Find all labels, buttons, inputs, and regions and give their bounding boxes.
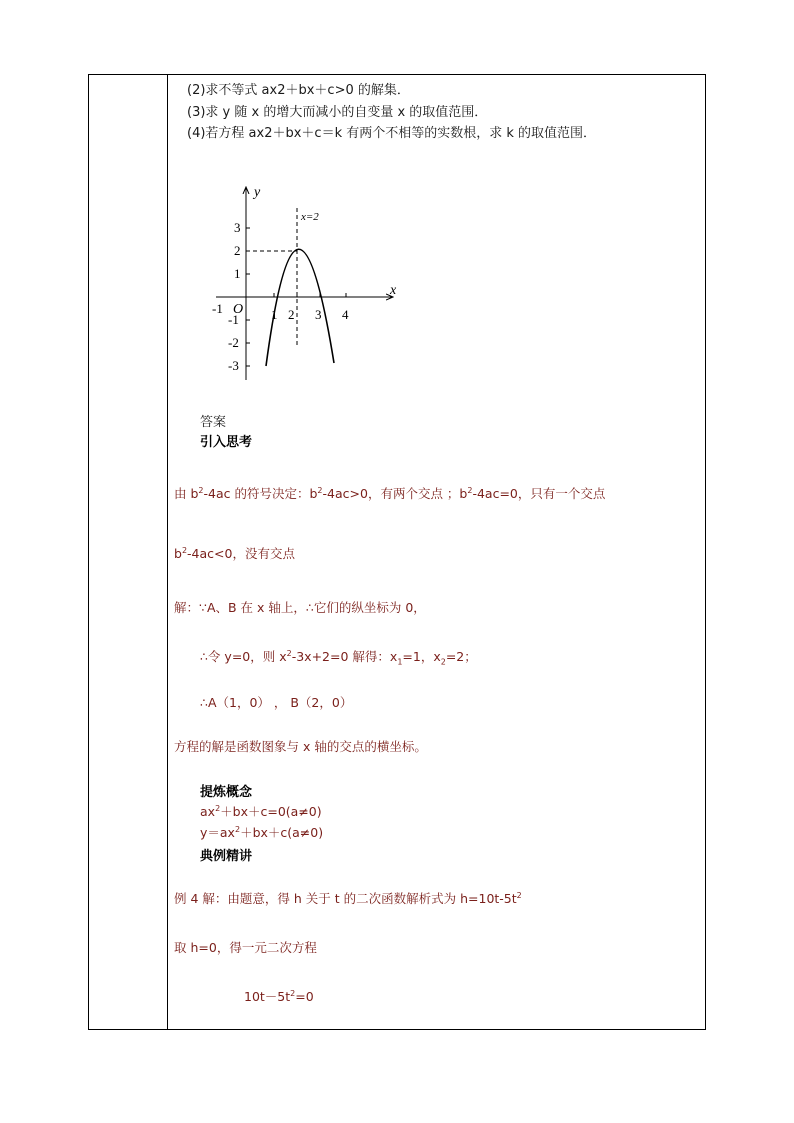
example-equation: $10t-5t^2=0$ [244,988,314,1004]
question-3: (3)求 y 随 x 的增大而减小的自变量 x 的取值范围． [187,105,488,120]
x-tick-1: 1 [271,307,278,322]
y-tick-neg3: -3 [228,358,239,373]
example-line-1: 例 4 解：由题意，得 h 关于 t 的二次函数解析式为 $h=10t-5t^2$ [174,890,522,906]
x-tick-neg1: -1 [212,301,223,316]
answer-label: 答案 [200,415,227,430]
symmetry-label: x=2 [301,211,319,223]
solution-line-1: 解：∵A、B 在 x 轴上，∴它们的纵坐标为 0， [174,600,426,615]
x-tick-4: 4 [342,307,349,322]
x-tick-3: 3 [315,307,322,322]
intro-line-2: $b^2-4ac<0$，没有交点 [174,545,295,561]
solution-line-4: 方程的解是函数图象与 x 轴的交点的横坐标。 [174,739,427,754]
solution-line-3: ∴A（1，0） ， B（2，0） [200,695,353,710]
question-2: (2)求不等式 ax2＋bx＋c>0 的解集． [187,83,410,98]
concept-equation: $ax^2+bx+c=0(a\ne 0)$ [200,803,322,819]
parabola-graph [200,180,410,380]
origin-label: O [233,302,244,317]
question-4: (4)若方程 ax2＋bx＋c＝k 有两个不相等的实数根，求 k 的取值范围． [187,126,597,141]
x-tick-2: 2 [288,307,295,322]
column-divider [167,74,168,1030]
x-axis-label: x [390,283,397,298]
intro-line-1: 由 $b^2-4ac$ 的符号决定：$b^2-4ac>0$，有两个交点 ；$b^2-4ac=0$，只有一个交点 [174,485,606,501]
solution-line-2: ∴令 y=0，则 $x^2-3x+2=0$ 解得：$x_1=1$，$x_2=2$； [200,648,477,667]
concept-function: $y=ax^2+bx+c(a\ne 0)$ [200,824,324,840]
y-tick-2: 2 [234,243,241,258]
y-axis-label: y [254,185,261,200]
y-tick-neg2: -2 [228,335,239,350]
section-intro-heading: 引入思考 [200,435,253,450]
example-line-2: 取 h=0，得一元二次方程 [174,940,317,955]
y-tick-1: 1 [234,266,241,281]
section-concept-heading: 提炼概念 [200,785,253,800]
y-tick-neg1: -1 [228,312,239,327]
section-example-heading: 典例精讲 [200,849,253,864]
y-tick-3: 3 [234,220,241,235]
